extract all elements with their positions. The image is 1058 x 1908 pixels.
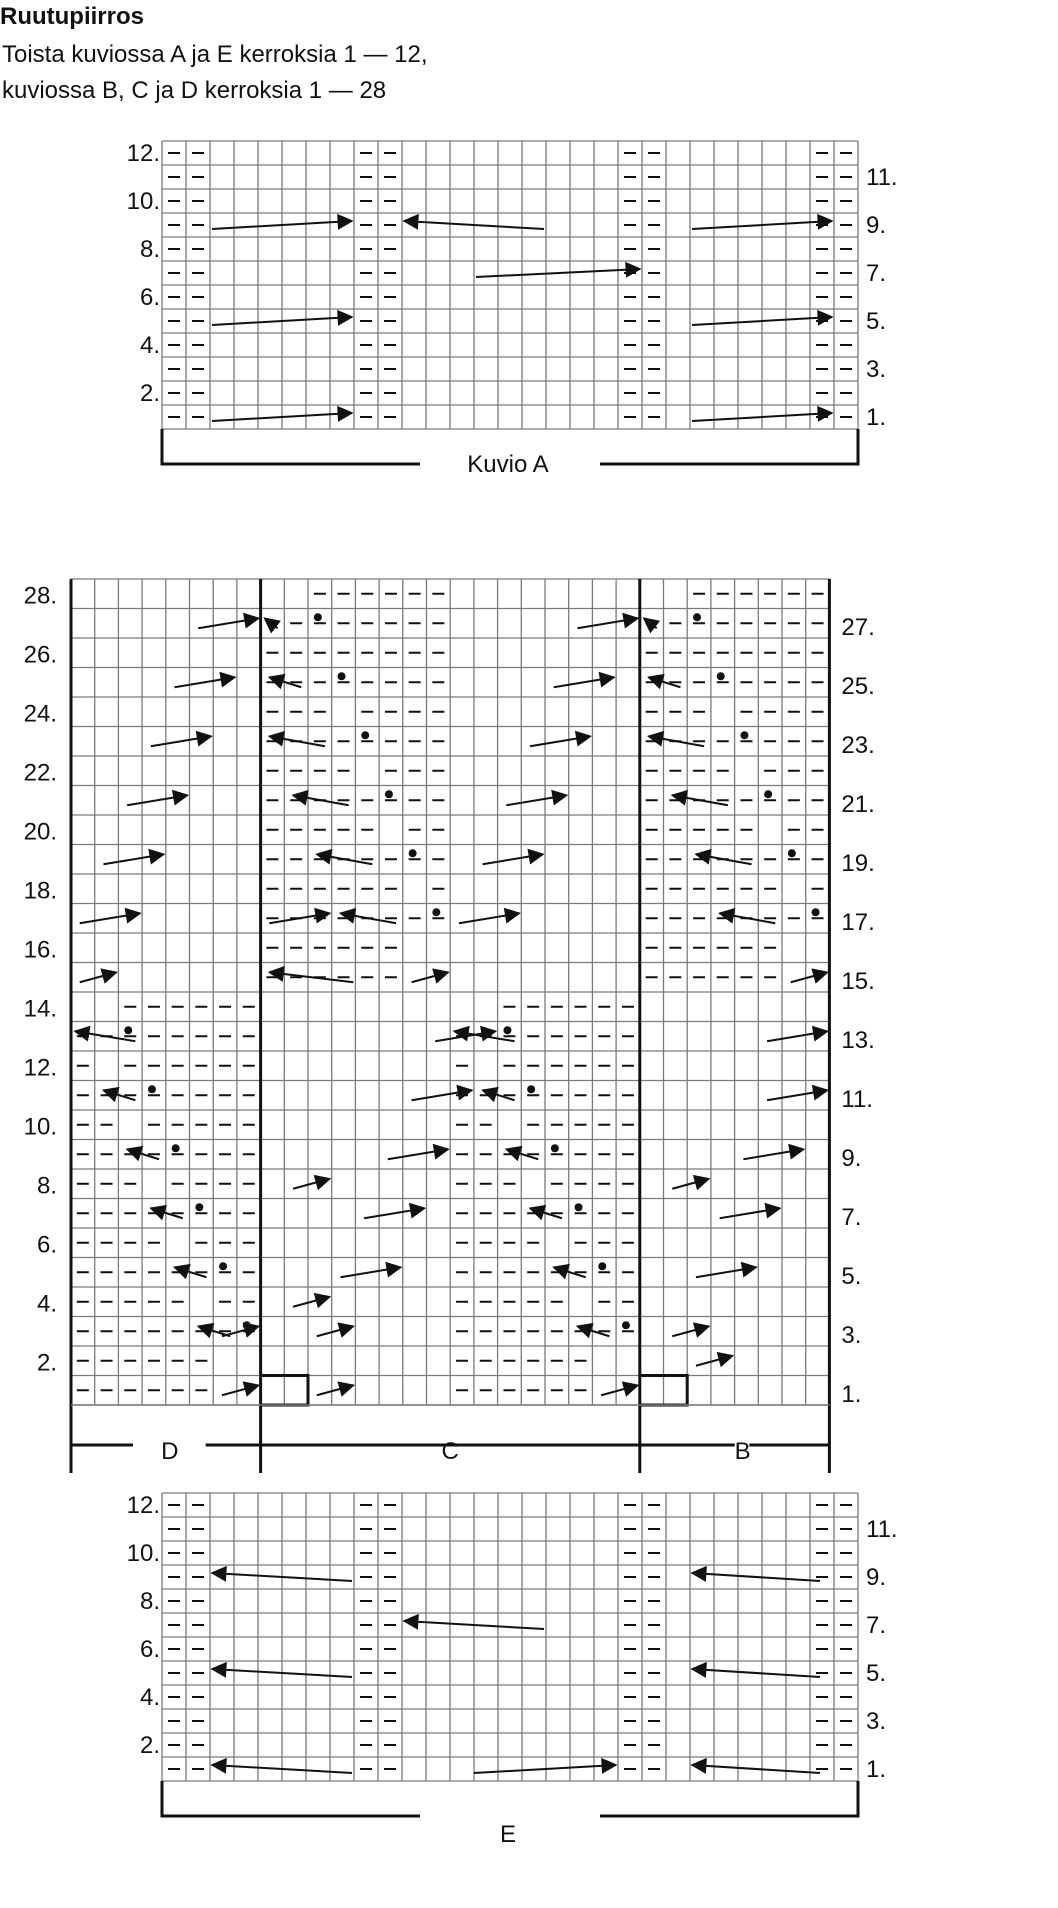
row-label-left: 8. [36,1172,57,1200]
section-label-C: C [441,1438,459,1465]
arrow-symbol [317,1326,354,1336]
arrow-symbol [767,1031,827,1041]
section-label-D: D [161,1438,179,1465]
arrow-symbol [474,1765,616,1773]
row-label-right: 11. [841,1086,873,1114]
row-label-left: 10. [126,1540,160,1567]
row-label-left: 2. [139,1732,160,1759]
row-label-left: 8. [139,1588,160,1615]
arrow-symbol [80,972,117,982]
chart-title: Ruutupiirros [0,3,144,30]
dot-symbol [361,731,369,739]
arrow-symbol [103,854,163,864]
dot-symbol [740,731,748,739]
row-label-right: 3. [866,356,887,383]
arrow-symbol [692,1669,820,1677]
row-label-left: 22. [23,759,57,787]
arrow-symbol [720,1208,780,1218]
row-label-left: 10. [23,1113,57,1141]
arrow-symbol [151,736,211,746]
instruction-line-1: Toista kuviossa A ja E kerroksia 1 — 12, [2,41,428,68]
row-label-left: 2. [139,380,160,407]
dot-symbol [527,1085,535,1093]
dot-symbol [812,908,820,916]
dot-symbol [409,849,417,857]
arrow-symbol [743,1149,803,1159]
row-label-right: 13. [841,1027,875,1055]
dot-symbol [598,1262,606,1270]
row-label-left: 14. [23,995,57,1023]
dot-symbol [195,1203,203,1211]
row-label-right: 9. [841,1145,862,1173]
row-label-right: 3. [866,1708,887,1735]
dot-symbol [338,672,346,680]
row-label-right: 9. [866,1564,887,1591]
section-label-B: B [734,1438,751,1465]
row-label-left: 16. [23,936,57,964]
arrow-symbol [388,1149,448,1159]
arrow-symbol [506,795,566,805]
row-label-right: 25. [841,673,875,701]
arrow-symbol [175,677,235,687]
arrow-symbol [530,736,590,746]
row-label-right: 21. [841,791,875,819]
row-label-left: 12. [23,1054,57,1082]
arrow-symbol [476,269,640,277]
dot-symbol [503,1026,511,1034]
arrow-symbol [672,1326,709,1336]
dot-symbol [788,849,796,857]
instruction-line-2: kuviossa B, C ja D kerroksia 1 — 28 [2,77,387,104]
dot-symbol [693,613,701,621]
row-label-left: 4. [139,332,160,359]
dot-symbol [124,1026,132,1034]
row-label-left: 2. [36,1349,57,1377]
chart-E-bracket [162,1781,420,1816]
row-label-right: 11. [866,164,898,191]
row-label-right: 5. [866,308,887,335]
arrow-symbol [696,1267,756,1277]
arrow-symbol [198,618,258,628]
row-label-left: 28. [23,582,57,610]
arrow-symbol [767,1090,827,1100]
dot-symbol [219,1262,227,1270]
row-label-left: 12. [126,140,160,167]
row-label-right: 7. [866,1612,887,1639]
arrow-symbol [554,677,614,687]
row-label-left: 18. [23,877,57,905]
row-label-left: 4. [36,1290,57,1318]
row-label-left: 12. [126,1492,160,1519]
row-label-left: 26. [23,641,57,669]
chart-E-label: E [499,1821,517,1848]
arrow-symbol [293,1179,330,1189]
row-label-right: 7. [841,1204,862,1232]
chart-A-bracket [600,429,858,464]
row-label-right: 9. [866,212,887,239]
row-label-right: 15. [841,968,875,996]
dot-symbol [148,1085,156,1093]
row-label-left: 20. [23,818,57,846]
row-label-left: 4. [139,1684,160,1711]
arrow-symbol [127,795,187,805]
row-label-right: 1. [841,1381,862,1409]
dot-symbol [172,1144,180,1152]
arrow-symbol [317,1385,354,1395]
row-label-left: 10. [126,188,160,215]
arrow-symbol [293,1297,330,1307]
row-label-right: 23. [841,732,875,760]
row-label-right: 1. [866,1756,887,1783]
arrow-symbol [577,618,637,628]
row-label-right: 19. [841,850,875,878]
arrow-symbol [459,913,519,923]
row-label-left: 6. [139,284,160,311]
row-label-right: 3. [841,1322,862,1350]
dot-symbol [314,613,322,621]
arrow-symbol [80,913,140,923]
row-label-left: 24. [23,700,57,728]
row-label-right: 5. [866,1660,887,1687]
row-label-right: 17. [841,909,875,937]
arrow-symbol [412,972,449,982]
dot-symbol [385,790,393,798]
arrow-symbol [364,1208,424,1218]
arrow-symbol [601,1385,638,1395]
row-label-left: 8. [139,236,160,263]
row-label-right: 1. [866,404,887,431]
row-label-right: 27. [841,614,875,642]
dot-symbol [717,672,725,680]
arrow-symbol [483,854,543,864]
row-label-right: 11. [866,1516,898,1543]
row-label-right: 5. [841,1263,862,1291]
chart-A-bracket [162,429,420,464]
arrow-symbol [791,972,828,982]
row-label-left: 6. [139,1636,160,1663]
arrow-symbol [222,1385,259,1395]
dot-symbol [622,1321,630,1329]
row-label-left: 6. [36,1231,57,1259]
dot-symbol [551,1144,559,1152]
arrow-symbol [672,1179,709,1189]
arrow-symbol [692,1765,820,1773]
dot-symbol [764,790,772,798]
arrow-symbol [340,1267,400,1277]
arrow-symbol [696,1356,733,1366]
chart-A-label: Kuvio A [467,451,549,478]
row-label-right: 7. [866,260,887,287]
dot-symbol [432,908,440,916]
chart-E-bracket [600,1781,858,1816]
arrow-symbol [692,1573,820,1581]
dot-symbol [575,1203,583,1211]
